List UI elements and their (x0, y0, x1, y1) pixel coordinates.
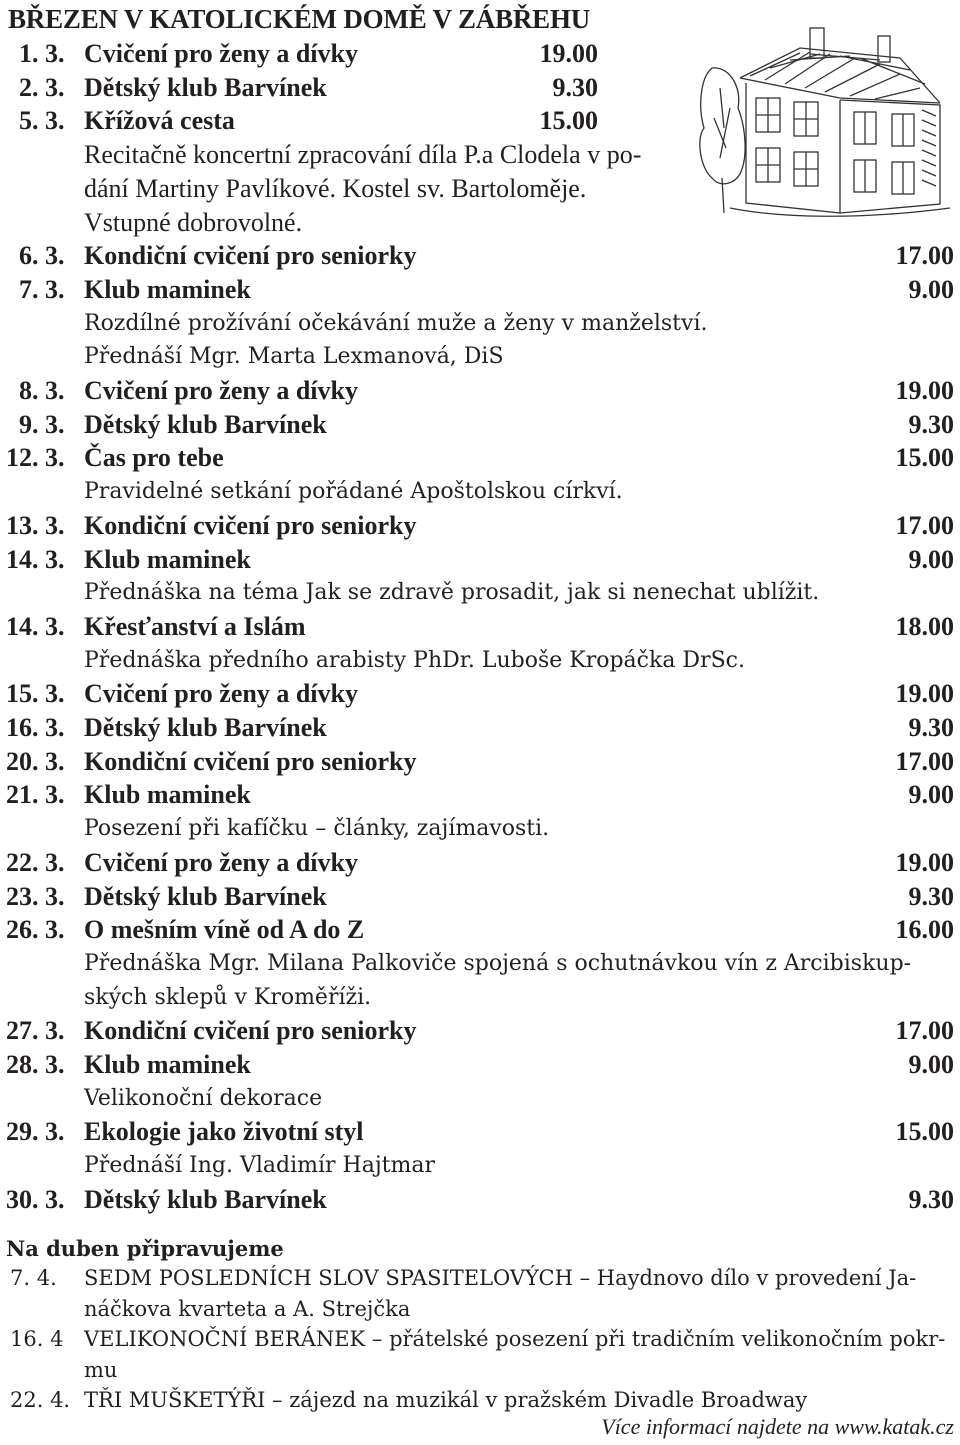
event-row (0, 239, 960, 272)
event-description-text: dání Martiny Pavlíkové. Kostel sv. Bartoloměje. (84, 173, 587, 203)
event-row (0, 1014, 960, 1047)
event-description-text: Přednáší Ing. Vladimír Hajtmar (84, 1153, 435, 1179)
event-description (0, 340, 960, 373)
event-row (0, 1048, 960, 1081)
event-date: 20. 3. (6, 746, 65, 776)
event-name: Cvičení pro ženy a dívky (84, 847, 358, 877)
event-row (0, 37, 960, 70)
page-title: BŘEZEN V KATOLICKÉM DOMĚ V ZÁBŘEHU (8, 4, 591, 34)
event-name: Dětský klub Barvínek (84, 409, 327, 439)
event-date: 14. 3. (6, 544, 65, 574)
april-heading: Na duben připravujeme (6, 1236, 284, 1261)
event-name: Cvičení pro ženy a dívky (84, 679, 358, 709)
april-item-text: SEDM POSLEDNÍCH SLOV SPASITELOVÝCH – Haydnovo dílo v provedení Ja- (84, 1266, 917, 1290)
event-name: Křesťanství a Islám (84, 611, 306, 641)
event-time: 17.00 (895, 1016, 954, 1046)
event-description-text: Posezení při kafíčku – články, zajímavosti. (84, 816, 550, 842)
event-row (0, 71, 960, 104)
april-item-date: 22. 4. (10, 1388, 71, 1412)
event-name: Čas pro tebe (84, 443, 224, 473)
event-row (0, 778, 960, 811)
event-date: 14. 3. (6, 611, 65, 641)
event-time: 19.00 (895, 679, 954, 709)
april-item-text: VELIKONOČNÍ BERÁNEK – přátelské posezení při tradičním velikonočním pokr- (84, 1327, 946, 1351)
event-name: Ekologie jako životní styl (84, 1117, 364, 1147)
event-date: 21. 3. (6, 780, 65, 810)
event-time: 17.00 (895, 746, 954, 776)
event-description-text: Pravidelné setkání pořádané Apoštolskou církví. (84, 479, 623, 505)
event-time: 18.00 (895, 611, 954, 641)
event-time: 9.30 (908, 409, 954, 439)
april-item-date: 7. 4. (10, 1266, 57, 1290)
event-name: Klub maminek (84, 274, 251, 304)
event-row (0, 374, 960, 407)
event-time: 9.00 (908, 1050, 954, 1079)
april-item (0, 1294, 960, 1324)
april-item-text: náčkova kvarteta a A. Strejčka (84, 1296, 411, 1321)
event-date: 2. 3. (19, 72, 65, 102)
event-description (0, 172, 960, 205)
event-time: 15.00 (895, 443, 954, 473)
event-row (0, 408, 960, 441)
event-date: 26. 3. (6, 915, 65, 945)
event-description (0, 307, 960, 340)
event-time: 9.00 (908, 544, 954, 574)
event-row (0, 913, 960, 946)
event-row (0, 273, 960, 306)
event-date: 9. 3. (19, 409, 65, 439)
event-time: 15.00 (895, 1117, 954, 1147)
event-time: 17.00 (895, 510, 954, 540)
event-description-text: Recitačně koncertní zpracování díla P.a Clodela v po- (84, 140, 642, 170)
event-description (0, 576, 960, 609)
event-date: 23. 3. (6, 881, 65, 911)
event-time: 9.30 (908, 881, 954, 911)
event-name: Dětský klub Barvínek (84, 72, 327, 102)
april-item-text: TŘI MUŠKETÝŘI – zájezd na muzikál v pražském Divadle Broadway (84, 1388, 808, 1412)
event-time: 19.00 (539, 39, 598, 68)
event-time: 9.00 (908, 780, 954, 810)
event-row (0, 441, 960, 474)
event-name: Cvičení pro ženy a dívky (84, 39, 358, 68)
event-time: 19.00 (895, 376, 954, 405)
event-row (0, 745, 960, 778)
event-date: 1. 3. (19, 39, 65, 68)
event-time: 15.00 (539, 106, 598, 136)
event-row (0, 104, 960, 137)
event-date: 27. 3. (6, 1016, 65, 1046)
event-description-text: Přednáška Mgr. Milana Palkoviče spojená s ochutnávkou vín z Arcibiskup- (84, 950, 912, 976)
event-description-text: Přednáška na téma Jak se zdravě prosadit, jak si nenechat ublížit. (84, 580, 820, 606)
event-name: O mešním víně od A do Z (84, 915, 365, 945)
event-time: 16.00 (895, 915, 954, 945)
event-row (0, 711, 960, 744)
event-name: Kondiční cvičení pro seniorky (84, 510, 417, 540)
event-date: 7. 3. (19, 274, 65, 304)
event-time: 17.00 (895, 241, 954, 271)
event-date: 8. 3. (19, 376, 65, 405)
event-name: Kondiční cvičení pro seniorky (84, 1016, 417, 1046)
event-description-text: Přednáší Mgr. Marta Lexmanová, DiS (84, 344, 504, 370)
april-item (0, 1385, 960, 1415)
event-description (0, 812, 960, 845)
event-date: 12. 3. (6, 443, 65, 473)
event-row (0, 509, 960, 542)
event-row (0, 543, 960, 576)
event-name: Dětský klub Barvínek (84, 1184, 327, 1214)
event-row (0, 880, 960, 913)
april-item-date: 16. 4 (10, 1327, 64, 1351)
event-description (0, 644, 960, 677)
april-item (0, 1263, 960, 1293)
event-description (0, 981, 960, 1014)
event-name: Klub maminek (84, 780, 251, 810)
event-row (0, 1115, 960, 1148)
event-time: 9.00 (908, 274, 954, 304)
april-item-text: mu (84, 1357, 118, 1382)
april-item (0, 1324, 960, 1354)
event-description (0, 138, 960, 171)
event-date: 22. 3. (6, 847, 65, 877)
event-date: 15. 3. (6, 679, 65, 709)
event-row (0, 846, 960, 879)
event-row (0, 1183, 960, 1216)
event-description-text: Přednáška předního arabisty PhDr. Luboše Kropáčka DrSc. (84, 647, 745, 673)
event-description (0, 1149, 960, 1182)
event-description-text: Vstupné dobrovolné. (84, 207, 303, 237)
event-description-text: Rozdílné prožívání očekávání muže a ženy v manželství. (84, 310, 708, 336)
event-name: Kondiční cvičení pro seniorky (84, 746, 417, 776)
event-date: 16. 3. (6, 713, 65, 742)
event-row (0, 677, 960, 710)
event-time: 9.30 (908, 713, 954, 742)
event-date: 6. 3. (19, 241, 65, 271)
event-name: Kondiční cvičení pro seniorky (84, 241, 417, 271)
event-date: 28. 3. (6, 1050, 65, 1079)
event-name: Křížová cesta (84, 106, 235, 136)
event-description (0, 947, 960, 980)
april-item (0, 1355, 960, 1385)
event-name: Dětský klub Barvínek (84, 713, 327, 742)
event-name: Klub maminek (84, 544, 251, 574)
footer-note: Více informací najdete na www.katak.cz (601, 1414, 954, 1439)
event-row (0, 610, 960, 643)
event-time: 9.30 (908, 1184, 954, 1214)
event-description-text: Velikonoční dekorace (84, 1085, 323, 1111)
event-name: Dětský klub Barvínek (84, 881, 327, 911)
event-description (0, 475, 960, 508)
event-date: 29. 3. (6, 1117, 65, 1147)
event-date: 30. 3. (6, 1184, 65, 1214)
event-description (0, 1082, 960, 1115)
event-description (0, 206, 960, 239)
event-name: Klub maminek (84, 1050, 251, 1079)
event-time: 19.00 (895, 847, 954, 877)
event-time: 9.30 (552, 72, 598, 102)
event-description-text: ských sklepů v Kroměříži. (84, 984, 372, 1010)
event-name: Cvičení pro ženy a dívky (84, 376, 358, 405)
event-date: 13. 3. (6, 510, 65, 540)
event-date: 5. 3. (19, 106, 65, 136)
